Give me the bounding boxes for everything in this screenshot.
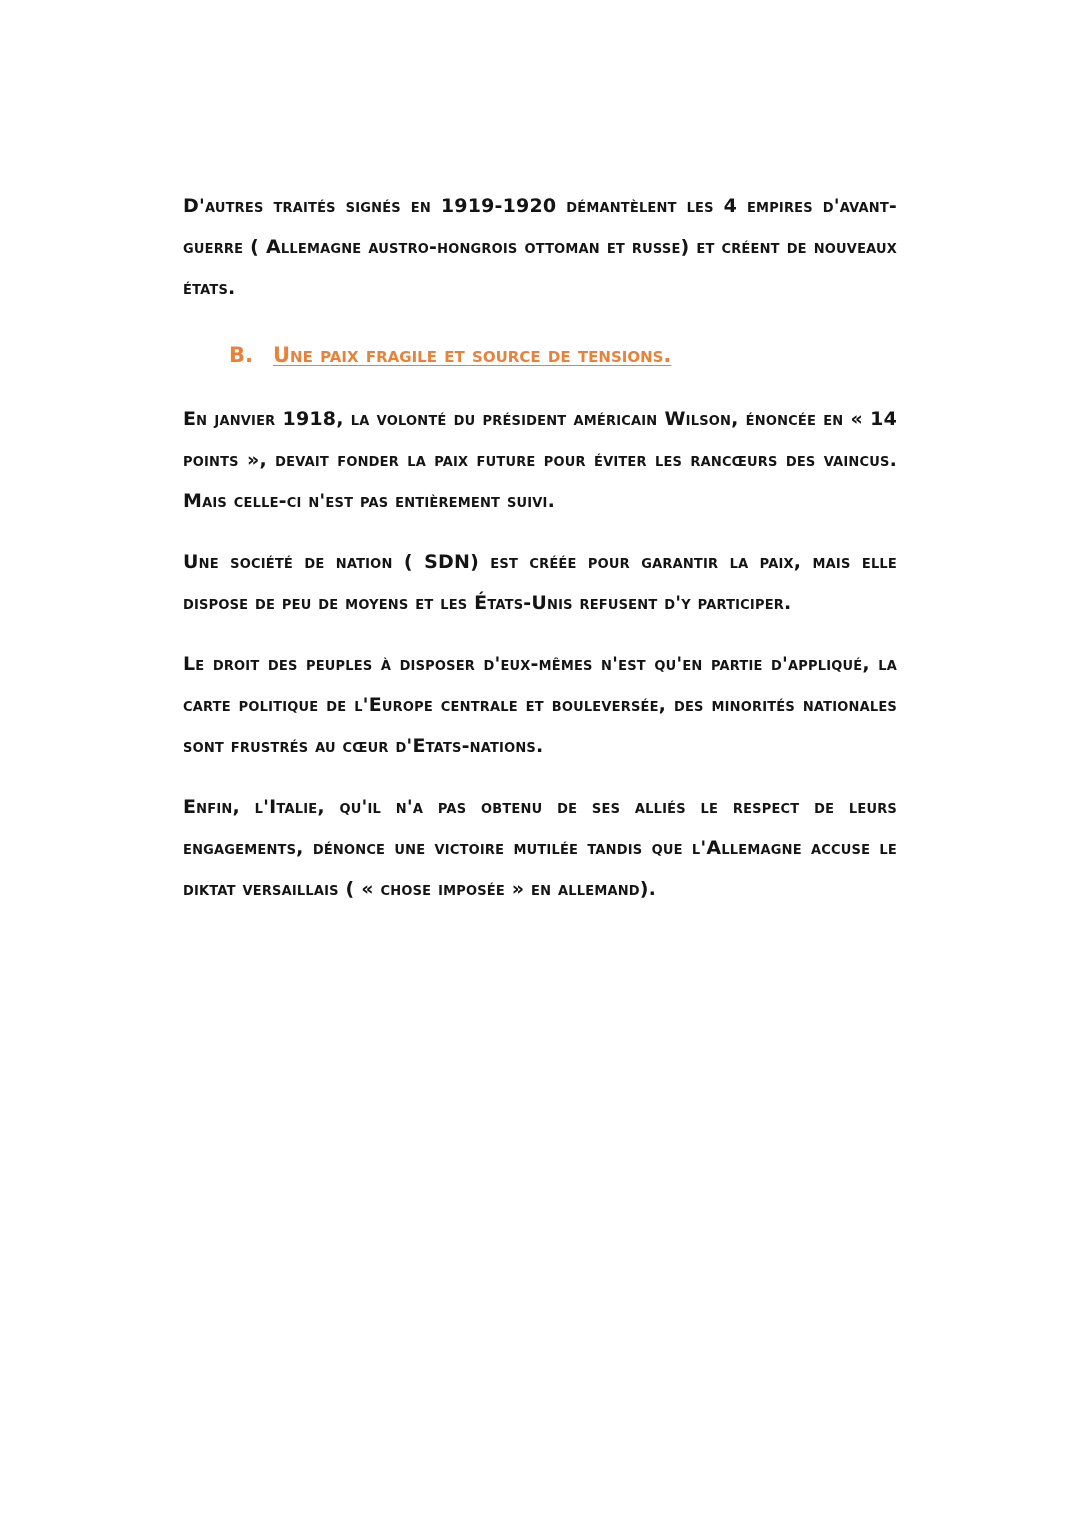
paragraph-wilson: En janvier 1918, la volonté du président américain Wilson, énoncée en « 14 points », devait fonder la paix future pour éviter les rancœurs des vaincus. Mais celle-ci n'est pas entièrement suivi.: [183, 408, 897, 512]
section-letter: B.: [229, 343, 253, 367]
document-page: [183, 186, 897, 910]
section-heading: [229, 335, 897, 375]
intro-paragraph: D'autres traités signés en 1919-1920 démantèlent les 4 empires d'avant-guerre ( Allemagne austro-hongrois ottoman et russe) et créent de nouveaux états.: [183, 195, 897, 299]
section-title: Une paix fragile et source de tensions.: [273, 343, 672, 367]
paragraph-italie-allemagne: Enfin, l'Italie, qu'il n'a pas obtenu de ses alliés le respect de leurs engagements, dénonce une victoire mutilée tandis que l'Allemagne accuse le diktat versaillais ( « chose imposée » en allemand).: [183, 796, 897, 900]
paragraph-sdn: Une société de nation ( SDN) est créée pour garantir la paix, mais elle dispose de peu de moyens et les États-Unis refusent d'y participer.: [183, 551, 897, 614]
paragraph-droit-des-peuples: Le droit des peuples à disposer d'eux-mêmes n'est qu'en partie d'appliqué, la carte politique de l'Europe centrale et bouleversée, des minorités nationales sont frustrés au cœur d'Etats-nations.: [183, 653, 897, 757]
